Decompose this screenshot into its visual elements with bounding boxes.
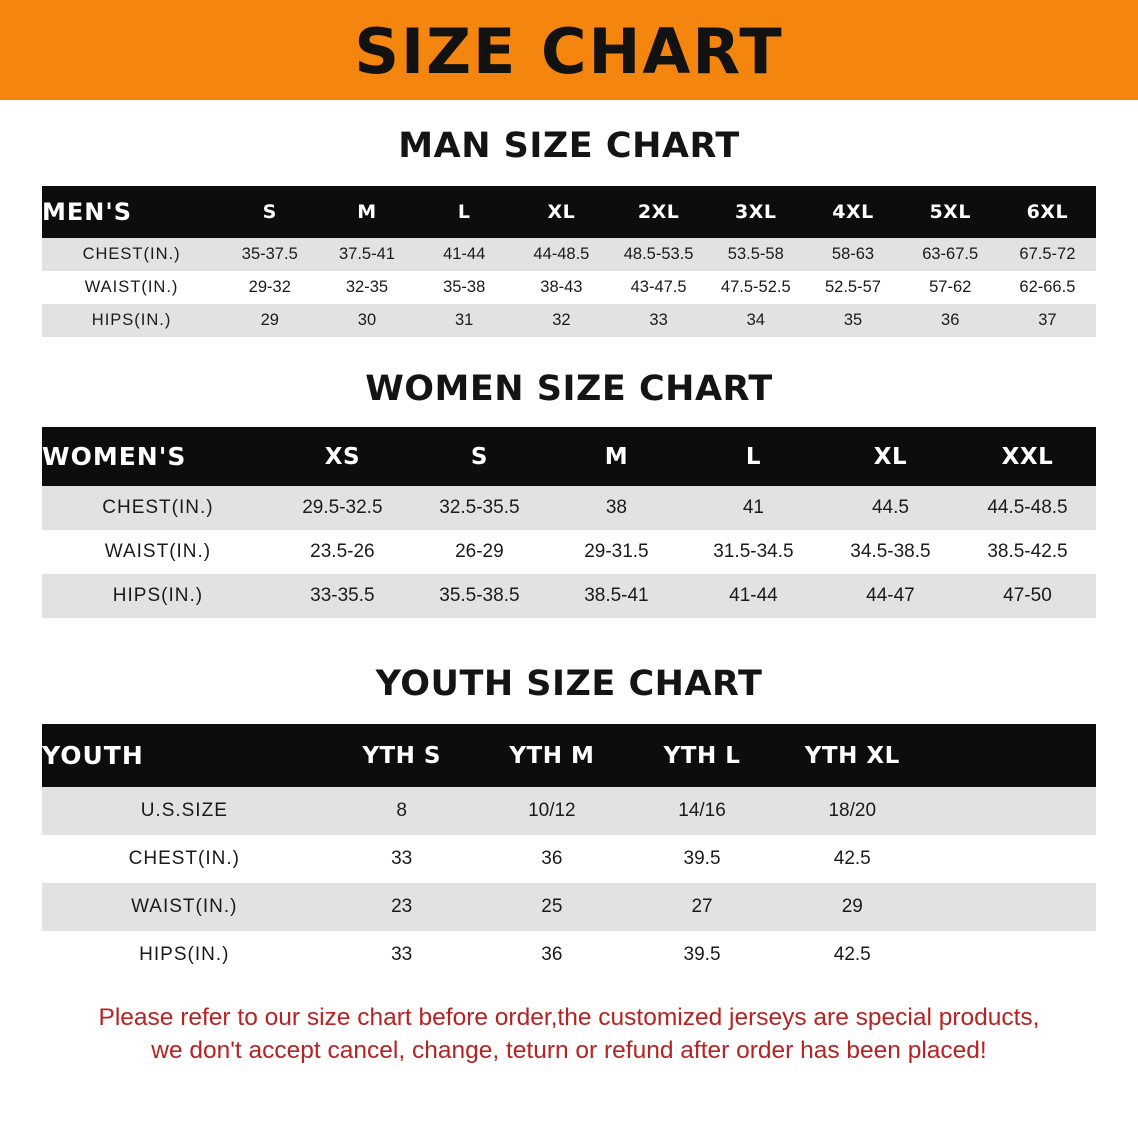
man-chest-l: 41-44 <box>416 238 513 271</box>
page-title: SIZE CHART <box>354 15 784 88</box>
table-row <box>42 835 1096 883</box>
man-chest-s: 35-37.5 <box>221 238 318 271</box>
women-header-xs: XS <box>274 427 411 486</box>
youth-row-label-chest: CHEST(IN.) <box>42 835 327 883</box>
man-header-s: S <box>221 186 318 238</box>
women-header-l: L <box>685 427 822 486</box>
man-chest-4xl: 58-63 <box>804 238 901 271</box>
man-row-label-chest: CHEST(IN.) <box>42 238 221 271</box>
women-chest-s: 32.5-35.5 <box>411 486 548 530</box>
women-waist-l: 31.5-34.5 <box>685 530 822 574</box>
man-waist-m: 32-35 <box>318 271 415 304</box>
youth-waist-l: 27 <box>627 883 777 931</box>
youth-header-label: YOUTH <box>42 724 327 787</box>
women-waist-m: 29-31.5 <box>548 530 685 574</box>
youth-chest-spacer <box>927 835 1096 883</box>
man-hips-s: 29 <box>221 304 318 337</box>
youth-header-spacer <box>927 724 1096 787</box>
table-header-row <box>42 427 1096 486</box>
women-waist-xl: 34.5-38.5 <box>822 530 959 574</box>
women-chest-xl: 44.5 <box>822 486 959 530</box>
youth-row-label-hips: HIPS(IN.) <box>42 931 327 979</box>
man-header-3xl: 3XL <box>707 186 804 238</box>
youth-chest-s: 33 <box>327 835 477 883</box>
man-chest-5xl: 63-67.5 <box>902 238 999 271</box>
man-section-heading: MAN SIZE CHART <box>398 126 740 166</box>
women-waist-xs: 23.5-26 <box>274 530 411 574</box>
youth-section-heading: YOUTH SIZE CHART <box>375 664 763 704</box>
women-table-body <box>42 486 1096 618</box>
man-header-xl: XL <box>513 186 610 238</box>
man-hips-3xl: 34 <box>707 304 804 337</box>
man-table-header <box>42 186 1096 238</box>
women-header-s: S <box>411 427 548 486</box>
youth-size-table <box>42 724 1096 979</box>
table-row <box>42 883 1096 931</box>
man-hips-xl: 32 <box>513 304 610 337</box>
man-row-label-waist: WAIST(IN.) <box>42 271 221 304</box>
disclaimer-line-1: Please refer to our size chart before order,the customized jerseys are special products, <box>98 1004 1040 1031</box>
youth-hips-m: 36 <box>477 931 627 979</box>
youth-waist-xl: 29 <box>777 883 927 931</box>
man-header-m: M <box>318 186 415 238</box>
women-row-label-waist: WAIST(IN.) <box>42 530 274 574</box>
table-row <box>42 530 1096 574</box>
youth-waist-s: 23 <box>327 883 477 931</box>
women-header-label: WOMEN'S <box>42 427 274 486</box>
women-section-heading: WOMEN SIZE CHART <box>365 369 773 409</box>
women-hips-xxl: 47-50 <box>959 574 1096 618</box>
youth-header-xl: YTH XL <box>777 724 927 787</box>
banner <box>0 0 1138 100</box>
women-chest-m: 38 <box>548 486 685 530</box>
women-table-header <box>42 427 1096 486</box>
man-row-label-hips: HIPS(IN.) <box>42 304 221 337</box>
man-waist-s: 29-32 <box>221 271 318 304</box>
table-row <box>42 931 1096 979</box>
youth-ussize-s: 8 <box>327 787 477 835</box>
man-hips-l: 31 <box>416 304 513 337</box>
man-header-4xl: 4XL <box>804 186 901 238</box>
man-chest-xl: 44-48.5 <box>513 238 610 271</box>
women-table-wrapper <box>42 427 1096 618</box>
man-chest-m: 37.5-41 <box>318 238 415 271</box>
man-chest-3xl: 53.5-58 <box>707 238 804 271</box>
youth-ussize-xl: 18/20 <box>777 787 927 835</box>
youth-table-header <box>42 724 1096 787</box>
youth-hips-xl: 42.5 <box>777 931 927 979</box>
table-row <box>42 271 1096 304</box>
youth-waist-m: 25 <box>477 883 627 931</box>
women-hips-m: 38.5-41 <box>548 574 685 618</box>
man-waist-l: 35-38 <box>416 271 513 304</box>
youth-row-label-ussize: U.S.SIZE <box>42 787 327 835</box>
man-header-6xl: 6XL <box>999 186 1096 238</box>
man-waist-2xl: 43-47.5 <box>610 271 707 304</box>
man-waist-5xl: 57-62 <box>902 271 999 304</box>
women-chest-l: 41 <box>685 486 822 530</box>
table-header-row <box>42 724 1096 787</box>
women-hips-l: 41-44 <box>685 574 822 618</box>
youth-hips-s: 33 <box>327 931 477 979</box>
youth-ussize-spacer <box>927 787 1096 835</box>
man-chest-6xl: 67.5-72 <box>999 238 1096 271</box>
man-hips-5xl: 36 <box>902 304 999 337</box>
women-row-label-chest: CHEST(IN.) <box>42 486 274 530</box>
youth-chest-m: 36 <box>477 835 627 883</box>
table-row <box>42 238 1096 271</box>
man-table-body <box>42 238 1096 337</box>
women-hips-xl: 44-47 <box>822 574 959 618</box>
disclaimer-line-2: we don't accept cancel, change, teturn or refund after order has been placed! <box>151 1037 987 1065</box>
table-row <box>42 574 1096 618</box>
women-hips-s: 35.5-38.5 <box>411 574 548 618</box>
man-size-table <box>42 186 1096 337</box>
women-chest-xs: 29.5-32.5 <box>274 486 411 530</box>
man-waist-4xl: 52.5-57 <box>804 271 901 304</box>
youth-table-wrapper <box>42 724 1096 979</box>
man-hips-m: 30 <box>318 304 415 337</box>
women-waist-s: 26-29 <box>411 530 548 574</box>
youth-header-l: YTH L <box>627 724 777 787</box>
man-hips-6xl: 37 <box>999 304 1096 337</box>
women-chest-xxl: 44.5-48.5 <box>959 486 1096 530</box>
women-header-xl: XL <box>822 427 959 486</box>
women-header-xxl: XXL <box>959 427 1096 486</box>
youth-waist-spacer <box>927 883 1096 931</box>
table-row <box>42 787 1096 835</box>
man-header-2xl: 2XL <box>610 186 707 238</box>
man-header-5xl: 5XL <box>902 186 999 238</box>
youth-ussize-l: 14/16 <box>627 787 777 835</box>
women-size-table <box>42 427 1096 618</box>
man-header-label: MEN'S <box>42 186 221 238</box>
table-row <box>42 304 1096 337</box>
man-table-wrapper <box>42 186 1096 337</box>
women-hips-xs: 33-35.5 <box>274 574 411 618</box>
women-waist-xxl: 38.5-42.5 <box>959 530 1096 574</box>
youth-header-s: YTH S <box>327 724 477 787</box>
man-header-l: L <box>416 186 513 238</box>
man-waist-6xl: 62-66.5 <box>999 271 1096 304</box>
youth-row-label-waist: WAIST(IN.) <box>42 883 327 931</box>
table-header-row <box>42 186 1096 238</box>
youth-chest-xl: 42.5 <box>777 835 927 883</box>
youth-hips-spacer <box>927 931 1096 979</box>
disclaimer-note <box>40 1001 1098 1067</box>
man-hips-4xl: 35 <box>804 304 901 337</box>
women-row-label-hips: HIPS(IN.) <box>42 574 274 618</box>
man-hips-2xl: 33 <box>610 304 707 337</box>
youth-chest-l: 39.5 <box>627 835 777 883</box>
youth-header-m: YTH M <box>477 724 627 787</box>
table-row <box>42 486 1096 530</box>
man-waist-xl: 38-43 <box>513 271 610 304</box>
women-header-m: M <box>548 427 685 486</box>
youth-ussize-m: 10/12 <box>477 787 627 835</box>
man-waist-3xl: 47.5-52.5 <box>707 271 804 304</box>
youth-table-body <box>42 787 1096 979</box>
youth-hips-l: 39.5 <box>627 931 777 979</box>
man-chest-2xl: 48.5-53.5 <box>610 238 707 271</box>
